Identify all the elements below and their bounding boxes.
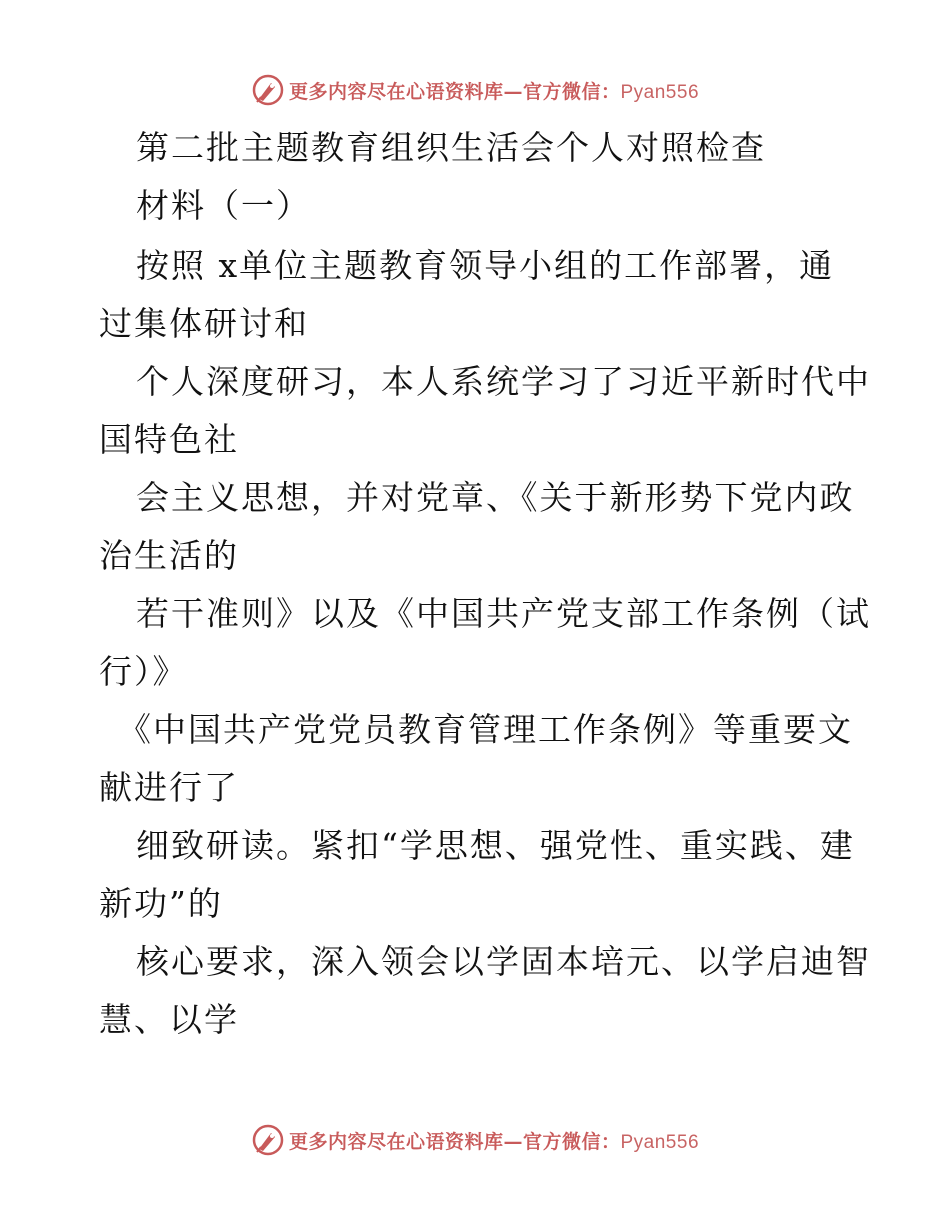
paragraph-line: 治生活的 bbox=[99, 536, 239, 575]
paragraph-line: 个人深度研习，本人系统学习了习近平新时代中 bbox=[136, 362, 871, 401]
paragraph-line: 按照 x单位主题教育领导小组的工作部署，通 bbox=[136, 246, 835, 285]
paragraph-line: 国特色社 bbox=[99, 420, 239, 459]
header-prefix: 更多内容尽在心语资料库—官方微信： bbox=[288, 80, 621, 103]
paragraph-line: 若干准则》以及《中国共产党支部工作条例（试 bbox=[136, 594, 871, 633]
paragraph-line: 献进行了 bbox=[99, 768, 239, 807]
document-title-line-2: 材料（一） bbox=[136, 186, 311, 225]
paragraph-line: 过集体研讨和 bbox=[99, 304, 309, 343]
header-wechat-id: Pyan556 bbox=[620, 81, 700, 103]
paragraph-line: 核心要求，深入领会以学固本培元、以学启迪智 bbox=[136, 942, 871, 981]
paragraph-line: 新功”的 bbox=[99, 884, 223, 923]
paragraph-line: 慧、以学 bbox=[99, 1000, 239, 1039]
paragraph-line: 行）》 bbox=[99, 652, 188, 691]
footer-wechat-id: Pyan556 bbox=[620, 1131, 700, 1153]
document-title-line-1: 第二批主题教育组织生活会个人对照检查 bbox=[136, 128, 766, 167]
paragraph-line: 会主义思想，并对党章、《关于新形势下党内政 bbox=[136, 478, 855, 517]
pen-nib-logo-icon bbox=[251, 1123, 285, 1157]
paragraph-line: 细致研读。紧扣“学思想、强党性、重实践、建 bbox=[136, 826, 855, 865]
paragraph-line: 《中国共产党党员教育管理工作条例》等重要文 bbox=[118, 710, 853, 749]
footer-prefix: 更多内容尽在心语资料库—官方微信： bbox=[288, 1130, 621, 1153]
footer-banner bbox=[0, 1120, 950, 1160]
footer-watermark-text bbox=[289, 1127, 699, 1154]
